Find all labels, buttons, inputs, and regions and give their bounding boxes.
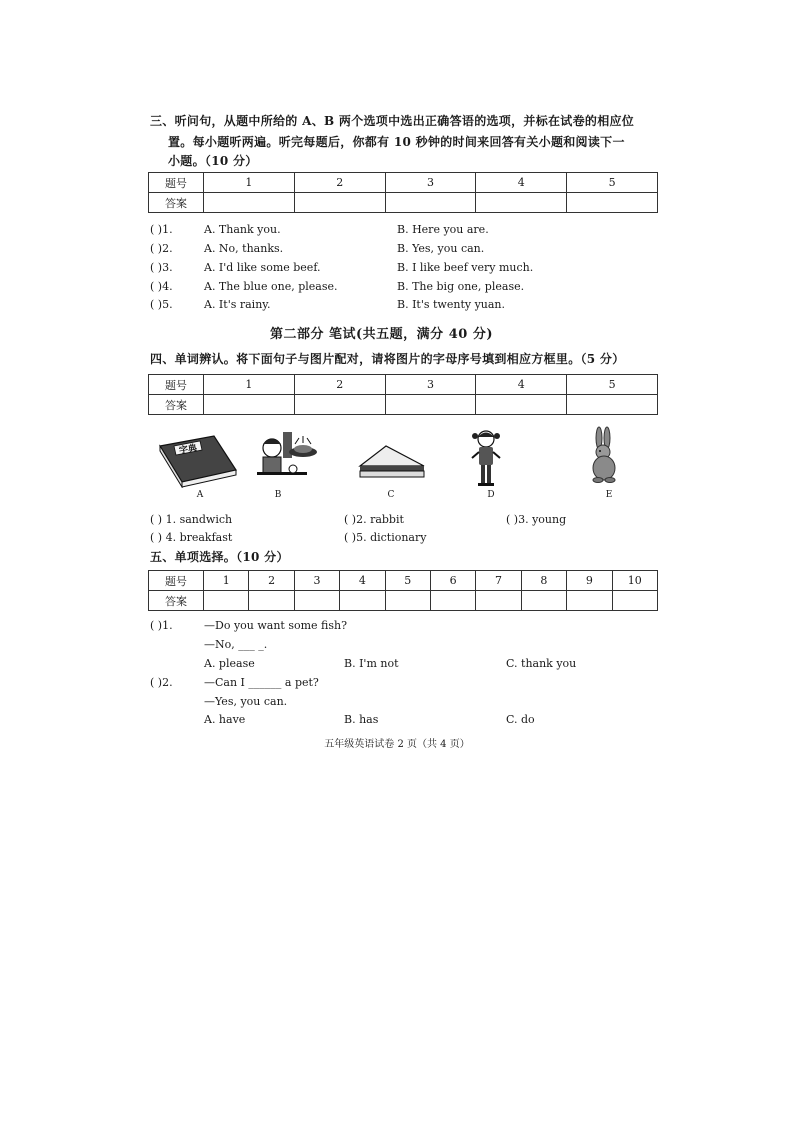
s3-q3-option-b: B. I like beef very much. [397, 261, 534, 274]
table-cell-number: 3 [385, 375, 476, 395]
s5-q2-prefix: ( )2. [150, 676, 173, 689]
section3-instruction-line2: 置。每小题听两遍。听完每题后，你都有 10 秒钟的时间来回答有关小题和阅读下一 [168, 135, 625, 149]
answer-cell[interactable] [249, 591, 294, 611]
boy-eating-breakfast-icon [255, 430, 325, 486]
answer-cell[interactable] [294, 395, 385, 415]
picture-label-e: E [605, 490, 613, 500]
table-header-answer: 答案 [149, 193, 204, 213]
answer-cell[interactable] [567, 193, 658, 213]
table-cell-number: 2 [294, 173, 385, 193]
table-row [149, 193, 658, 213]
table-row [149, 173, 658, 193]
dictionary-book-icon [158, 430, 238, 488]
table-cell-number: 4 [476, 173, 567, 193]
picture-label-c: C [387, 490, 395, 500]
answer-cell[interactable] [521, 591, 566, 611]
picture-label-a: A [196, 490, 204, 500]
dictionary-book-title: 字典 [178, 443, 198, 457]
answer-cell[interactable] [294, 193, 385, 213]
s3-q5-option-a: A. It's rainy. [204, 298, 271, 311]
table-header-answer: 答案 [149, 591, 204, 611]
answer-cell[interactable] [476, 193, 567, 213]
answer-cell[interactable] [340, 591, 385, 611]
table-cell-number: 10 [612, 571, 657, 591]
part2-title: 第二部分 笔试(共五题，满分 40 分) [270, 327, 493, 342]
s4-word-1: ( ) 1. sandwich [150, 513, 233, 526]
s3-q1-option-a: A. Thank you. [204, 223, 281, 236]
section3-answer-table [148, 172, 658, 213]
s4-word-3: ( )3. young [506, 513, 567, 526]
s3-q3-option-a: A. I'd like some beef. [204, 261, 321, 274]
answer-cell[interactable] [204, 395, 295, 415]
s4-word-2: ( )2. rabbit [344, 513, 404, 526]
page-footer: 五年级英语试卷 2 页（共 4 页） [324, 739, 470, 750]
answer-cell[interactable] [567, 395, 658, 415]
table-row [149, 571, 658, 591]
s3-q3-prefix: ( )3. [150, 261, 173, 274]
answer-cell[interactable] [294, 591, 339, 611]
table-cell-number: 8 [521, 571, 566, 591]
table-cell-number: 3 [294, 571, 339, 591]
s3-q4-option-b: B. The big one, please. [397, 280, 525, 293]
s4-word-4: ( ) 4. breakfast [150, 531, 233, 544]
table-cell-number: 1 [204, 375, 295, 395]
answer-cell[interactable] [476, 395, 567, 415]
picture-label-d: D [487, 490, 495, 500]
answer-cell[interactable] [430, 591, 475, 611]
table-header-answer: 答案 [149, 395, 204, 415]
s3-q5-prefix: ( )5. [150, 298, 173, 311]
table-row [149, 375, 658, 395]
answer-cell[interactable] [385, 591, 430, 611]
answer-cell[interactable] [204, 193, 295, 213]
table-header-number: 题号 [149, 375, 204, 395]
s3-q2-option-a: A. No, thanks. [204, 242, 284, 255]
section4-instruction: 四、单词辨认。将下面句子与图片配对，请将图片的字母序号填到相应方框里。（5 分） [150, 352, 625, 366]
s5-q1-reply: —No, ___ _. [204, 638, 268, 651]
s5-q2-stem: —Can I ______ a pet? [204, 676, 319, 689]
table-cell-number: 4 [340, 571, 385, 591]
table-cell-number: 1 [204, 571, 249, 591]
s3-q4-prefix: ( )4. [150, 280, 173, 293]
s3-q5-option-b: B. It's twenty yuan. [397, 298, 506, 311]
s5-q2-option-b: B. has [344, 713, 379, 726]
table-cell-number: 2 [294, 375, 385, 395]
table-cell-number: 7 [476, 571, 521, 591]
s4-word-5: ( )5. dictionary [344, 531, 427, 544]
s5-q1-option-c: C. thank you [506, 657, 577, 670]
table-cell-number: 1 [204, 173, 295, 193]
s3-q1-prefix: ( )1. [150, 223, 173, 236]
picture-label-b: B [274, 490, 282, 500]
table-cell-number: 3 [385, 173, 476, 193]
s5-q1-prefix: ( )1. [150, 619, 173, 632]
answer-cell[interactable] [385, 193, 476, 213]
s3-q2-option-b: B. Yes, you can. [397, 242, 485, 255]
section4-answer-table [148, 374, 658, 415]
s3-q2-prefix: ( )2. [150, 242, 173, 255]
s5-q1-option-a: A. please [204, 657, 255, 670]
table-cell-number: 5 [567, 173, 658, 193]
table-header-number: 题号 [149, 571, 204, 591]
table-cell-number: 5 [385, 571, 430, 591]
s5-q1-stem: —Do you want some fish? [204, 619, 347, 632]
table-row [149, 395, 658, 415]
answer-cell[interactable] [612, 591, 657, 611]
section3-instruction-line3: 小题。（10 分） [168, 154, 258, 168]
answer-cell[interactable] [567, 591, 612, 611]
s3-q1-option-b: B. Here you are. [397, 223, 489, 236]
s5-q1-option-b: B. I'm not [344, 657, 399, 670]
table-cell-number: 5 [567, 375, 658, 395]
s5-q2-option-a: A. have [204, 713, 246, 726]
answer-cell[interactable] [204, 591, 249, 611]
s5-q2-option-c: C. do [506, 713, 535, 726]
section3-instruction-line1: 三、听问句，从题中所给的 A、B 两个选项中选出正确答语的选项，并标在试卷的相应位 [150, 114, 635, 128]
s5-q2-reply: —Yes, you can. [204, 695, 288, 708]
table-cell-number: 6 [430, 571, 475, 591]
table-cell-number: 2 [249, 571, 294, 591]
table-cell-number: 4 [476, 375, 567, 395]
s3-q4-option-a: A. The blue one, please. [204, 280, 338, 293]
table-cell-number: 9 [567, 571, 612, 591]
young-girl-icon [466, 428, 506, 490]
table-row [149, 591, 658, 611]
section5-instruction: 五、单项选择。（10 分） [150, 550, 289, 564]
rabbit-icon [584, 426, 624, 486]
section5-answer-table [148, 570, 658, 611]
answer-cell[interactable] [476, 591, 521, 611]
sandwich-icon [356, 440, 428, 480]
table-header-number: 题号 [149, 173, 204, 193]
answer-cell[interactable] [385, 395, 476, 415]
